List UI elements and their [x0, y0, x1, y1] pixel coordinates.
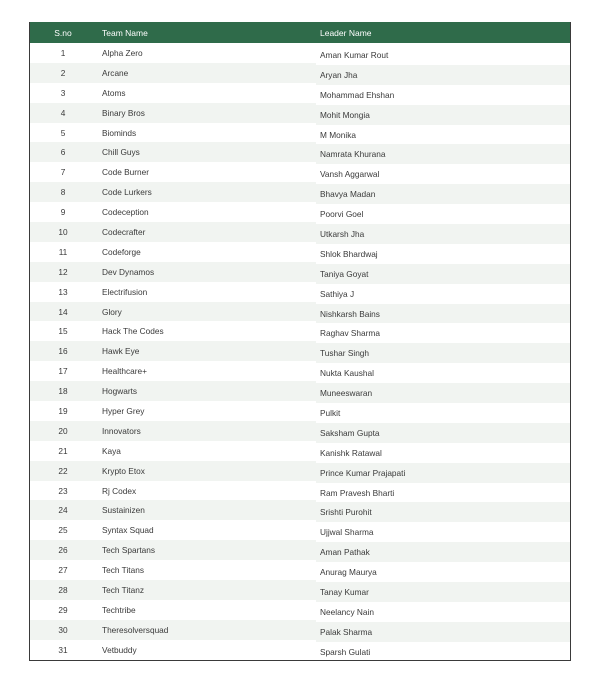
cell-sno: 14 — [58, 306, 68, 317]
cell-sno: 20 — [58, 425, 68, 436]
cell-sno: 2 — [60, 67, 66, 78]
cell-team-name: Techtribe — [102, 604, 136, 615]
cell-leader-name: Sparsh Gulati — [320, 646, 371, 657]
table-row — [30, 242, 570, 262]
cell-sno: 19 — [58, 405, 68, 416]
cell-leader-name: Mohammad Ehshan — [320, 89, 395, 100]
cell-sno: 24 — [58, 505, 68, 516]
cell-leader-name: Srishti Purohit — [320, 507, 372, 518]
teams-table — [30, 22, 570, 660]
cell-sno: 26 — [58, 545, 68, 556]
cell-leader-name: Nishkarsh Bains — [320, 308, 380, 319]
cell-team-name: Innovators — [102, 425, 141, 436]
cell-sno: 18 — [58, 386, 68, 397]
cell-team-name: Arcane — [102, 67, 129, 78]
cell-sno: 4 — [60, 107, 66, 118]
table-header — [30, 22, 570, 43]
table-row — [30, 520, 570, 540]
cell-sno: 30 — [58, 624, 68, 635]
table-row — [30, 640, 570, 660]
table-row — [30, 302, 570, 322]
cell-leader-name: Poorvi Goel — [320, 209, 364, 220]
table-row — [30, 421, 570, 441]
header-row — [30, 22, 570, 43]
table-row — [30, 262, 570, 282]
cell-team-name: Hack The Codes — [102, 326, 164, 337]
cell-leader-name: Vansh Aggarwal — [320, 169, 380, 180]
cell-leader-name: Taniya Goyat — [320, 268, 369, 279]
cell-leader-name: Tanay Kumar — [320, 586, 369, 597]
cell-sno: 31 — [58, 644, 68, 655]
cell-team-name: Binary Bros — [102, 107, 145, 118]
cell-team-name: Code Burner — [102, 167, 150, 178]
cell-leader-name: Shlok Bhardwaj — [320, 248, 378, 259]
cell-leader-name: Ram Pravesh Bharti — [320, 487, 395, 498]
cell-team-name: Krypto Etox — [102, 465, 145, 476]
table-row — [30, 461, 570, 481]
cell-leader-name: Kanishk Ratawal — [320, 447, 382, 458]
cell-team-name: Kaya — [102, 445, 121, 456]
cell-leader-name: Neelancy Nain — [320, 606, 374, 617]
cell-sno: 5 — [60, 127, 66, 138]
header-leader-name: Leader Name — [320, 27, 372, 38]
table-row — [30, 182, 570, 202]
cell-team-name: Tech Titanz — [102, 584, 144, 595]
cell-leader-name: Namrata Khurana — [320, 149, 386, 160]
cell-leader-name: Pulkit — [320, 407, 341, 418]
table-row — [30, 142, 570, 162]
cell-team-name: Alpha Zero — [102, 47, 143, 58]
cell-team-name: Vetbuddy — [102, 644, 137, 655]
table-row — [30, 282, 570, 302]
cell-leader-name: M Monika — [320, 129, 356, 140]
cell-sno: 23 — [58, 485, 68, 496]
cell-sno: 3 — [60, 87, 66, 98]
cell-team-name: Atoms — [102, 87, 126, 98]
table-row — [30, 321, 570, 341]
cell-leader-name: Bhavya Madan — [320, 189, 376, 200]
cell-sno: 7 — [60, 167, 66, 178]
cell-sno: 13 — [58, 286, 68, 297]
cell-team-name: Biominds — [102, 127, 137, 138]
cell-leader-name: Aryan Jha — [320, 69, 358, 80]
cell-sno: 8 — [60, 187, 66, 198]
cell-leader-name: Tushar Singh — [320, 348, 370, 359]
cell-team-name: Tech Titans — [102, 565, 144, 576]
cell-team-name: Codeception — [102, 207, 149, 218]
cell-sno: 1 — [60, 47, 66, 58]
cell-leader-name: Muneeswaran — [320, 388, 373, 399]
cell-leader-name: Utkarsh Jha — [320, 228, 365, 239]
cell-leader-name: Ujjwal Sharma — [320, 527, 374, 538]
cell-team-name: Electrifusion — [102, 286, 148, 297]
table-row — [30, 83, 570, 103]
table-row — [30, 63, 570, 83]
table-body — [30, 43, 570, 660]
cell-leader-name: Raghav Sharma — [320, 328, 380, 339]
header-sno: S.no — [54, 27, 72, 38]
cell-sno: 28 — [58, 584, 68, 595]
table-row — [30, 620, 570, 640]
table-row — [30, 202, 570, 222]
cell-sno: 17 — [58, 366, 68, 377]
cell-team-name: Sustainizen — [102, 505, 145, 516]
cell-team-name: Glory — [102, 306, 122, 317]
table-row — [30, 361, 570, 381]
cell-team-name: Hyper Grey — [102, 405, 145, 416]
cell-team-name: Hogwarts — [102, 386, 138, 397]
table-row — [30, 441, 570, 461]
table-row — [30, 560, 570, 580]
table-row — [30, 43, 570, 63]
cell-leader-name: Mohit Mongia — [320, 109, 370, 120]
cell-leader-name: Saksham Gupta — [320, 427, 380, 438]
cell-leader-name: Aman Kumar Rout — [320, 49, 389, 60]
cell-team-name: Codecrafter — [102, 226, 146, 237]
cell-sno: 16 — [58, 346, 68, 357]
cell-leader-name: Anurag Maurya — [320, 567, 377, 578]
table-row — [30, 481, 570, 501]
table-row — [30, 580, 570, 600]
teams-table-container — [29, 22, 571, 661]
cell-sno: 25 — [58, 525, 68, 536]
table-row — [30, 123, 570, 143]
cell-leader-name: Nukta Kaushal — [320, 368, 374, 379]
cell-leader-name: Palak Sharma — [320, 626, 373, 637]
cell-sno: 6 — [60, 147, 66, 158]
cell-team-name: Codeforge — [102, 246, 141, 257]
cell-team-name: Syntax Squad — [102, 525, 154, 536]
cell-team-name: Tech Spartans — [102, 545, 156, 556]
cell-team-name: Code Lurkers — [102, 187, 152, 198]
table-row — [30, 162, 570, 182]
cell-sno: 10 — [58, 226, 68, 237]
table-row — [30, 222, 570, 242]
cell-sno: 12 — [58, 266, 68, 277]
table-row — [30, 341, 570, 361]
table-row — [30, 600, 570, 620]
cell-sno: 9 — [60, 207, 66, 218]
table-row — [30, 500, 570, 520]
cell-team-name: Hawk Eye — [102, 346, 140, 357]
cell-sno: 27 — [58, 565, 68, 576]
cell-sno: 11 — [58, 246, 68, 257]
cell-sno: 15 — [58, 326, 68, 337]
cell-team-name: Chill Guys — [102, 147, 140, 158]
cell-leader-name: Prince Kumar Prajapati — [320, 467, 406, 478]
cell-sno: 22 — [58, 465, 68, 476]
cell-team-name: Rj Codex — [102, 485, 137, 496]
cell-team-name: Dev Dynamos — [102, 266, 155, 277]
cell-sno: 21 — [58, 445, 68, 456]
table-row — [30, 540, 570, 560]
cell-leader-name: Sathiya J — [320, 288, 355, 299]
cell-leader-name: Aman Pathak — [320, 547, 370, 558]
cell-team-name: Healthcare+ — [102, 366, 147, 377]
cell-sno: 29 — [58, 604, 68, 615]
table-row — [30, 103, 570, 123]
table-row — [30, 381, 570, 401]
table-row — [30, 401, 570, 421]
header-team-name: Team Name — [102, 27, 148, 38]
cell-team-name: Theresolversquad — [102, 624, 169, 635]
